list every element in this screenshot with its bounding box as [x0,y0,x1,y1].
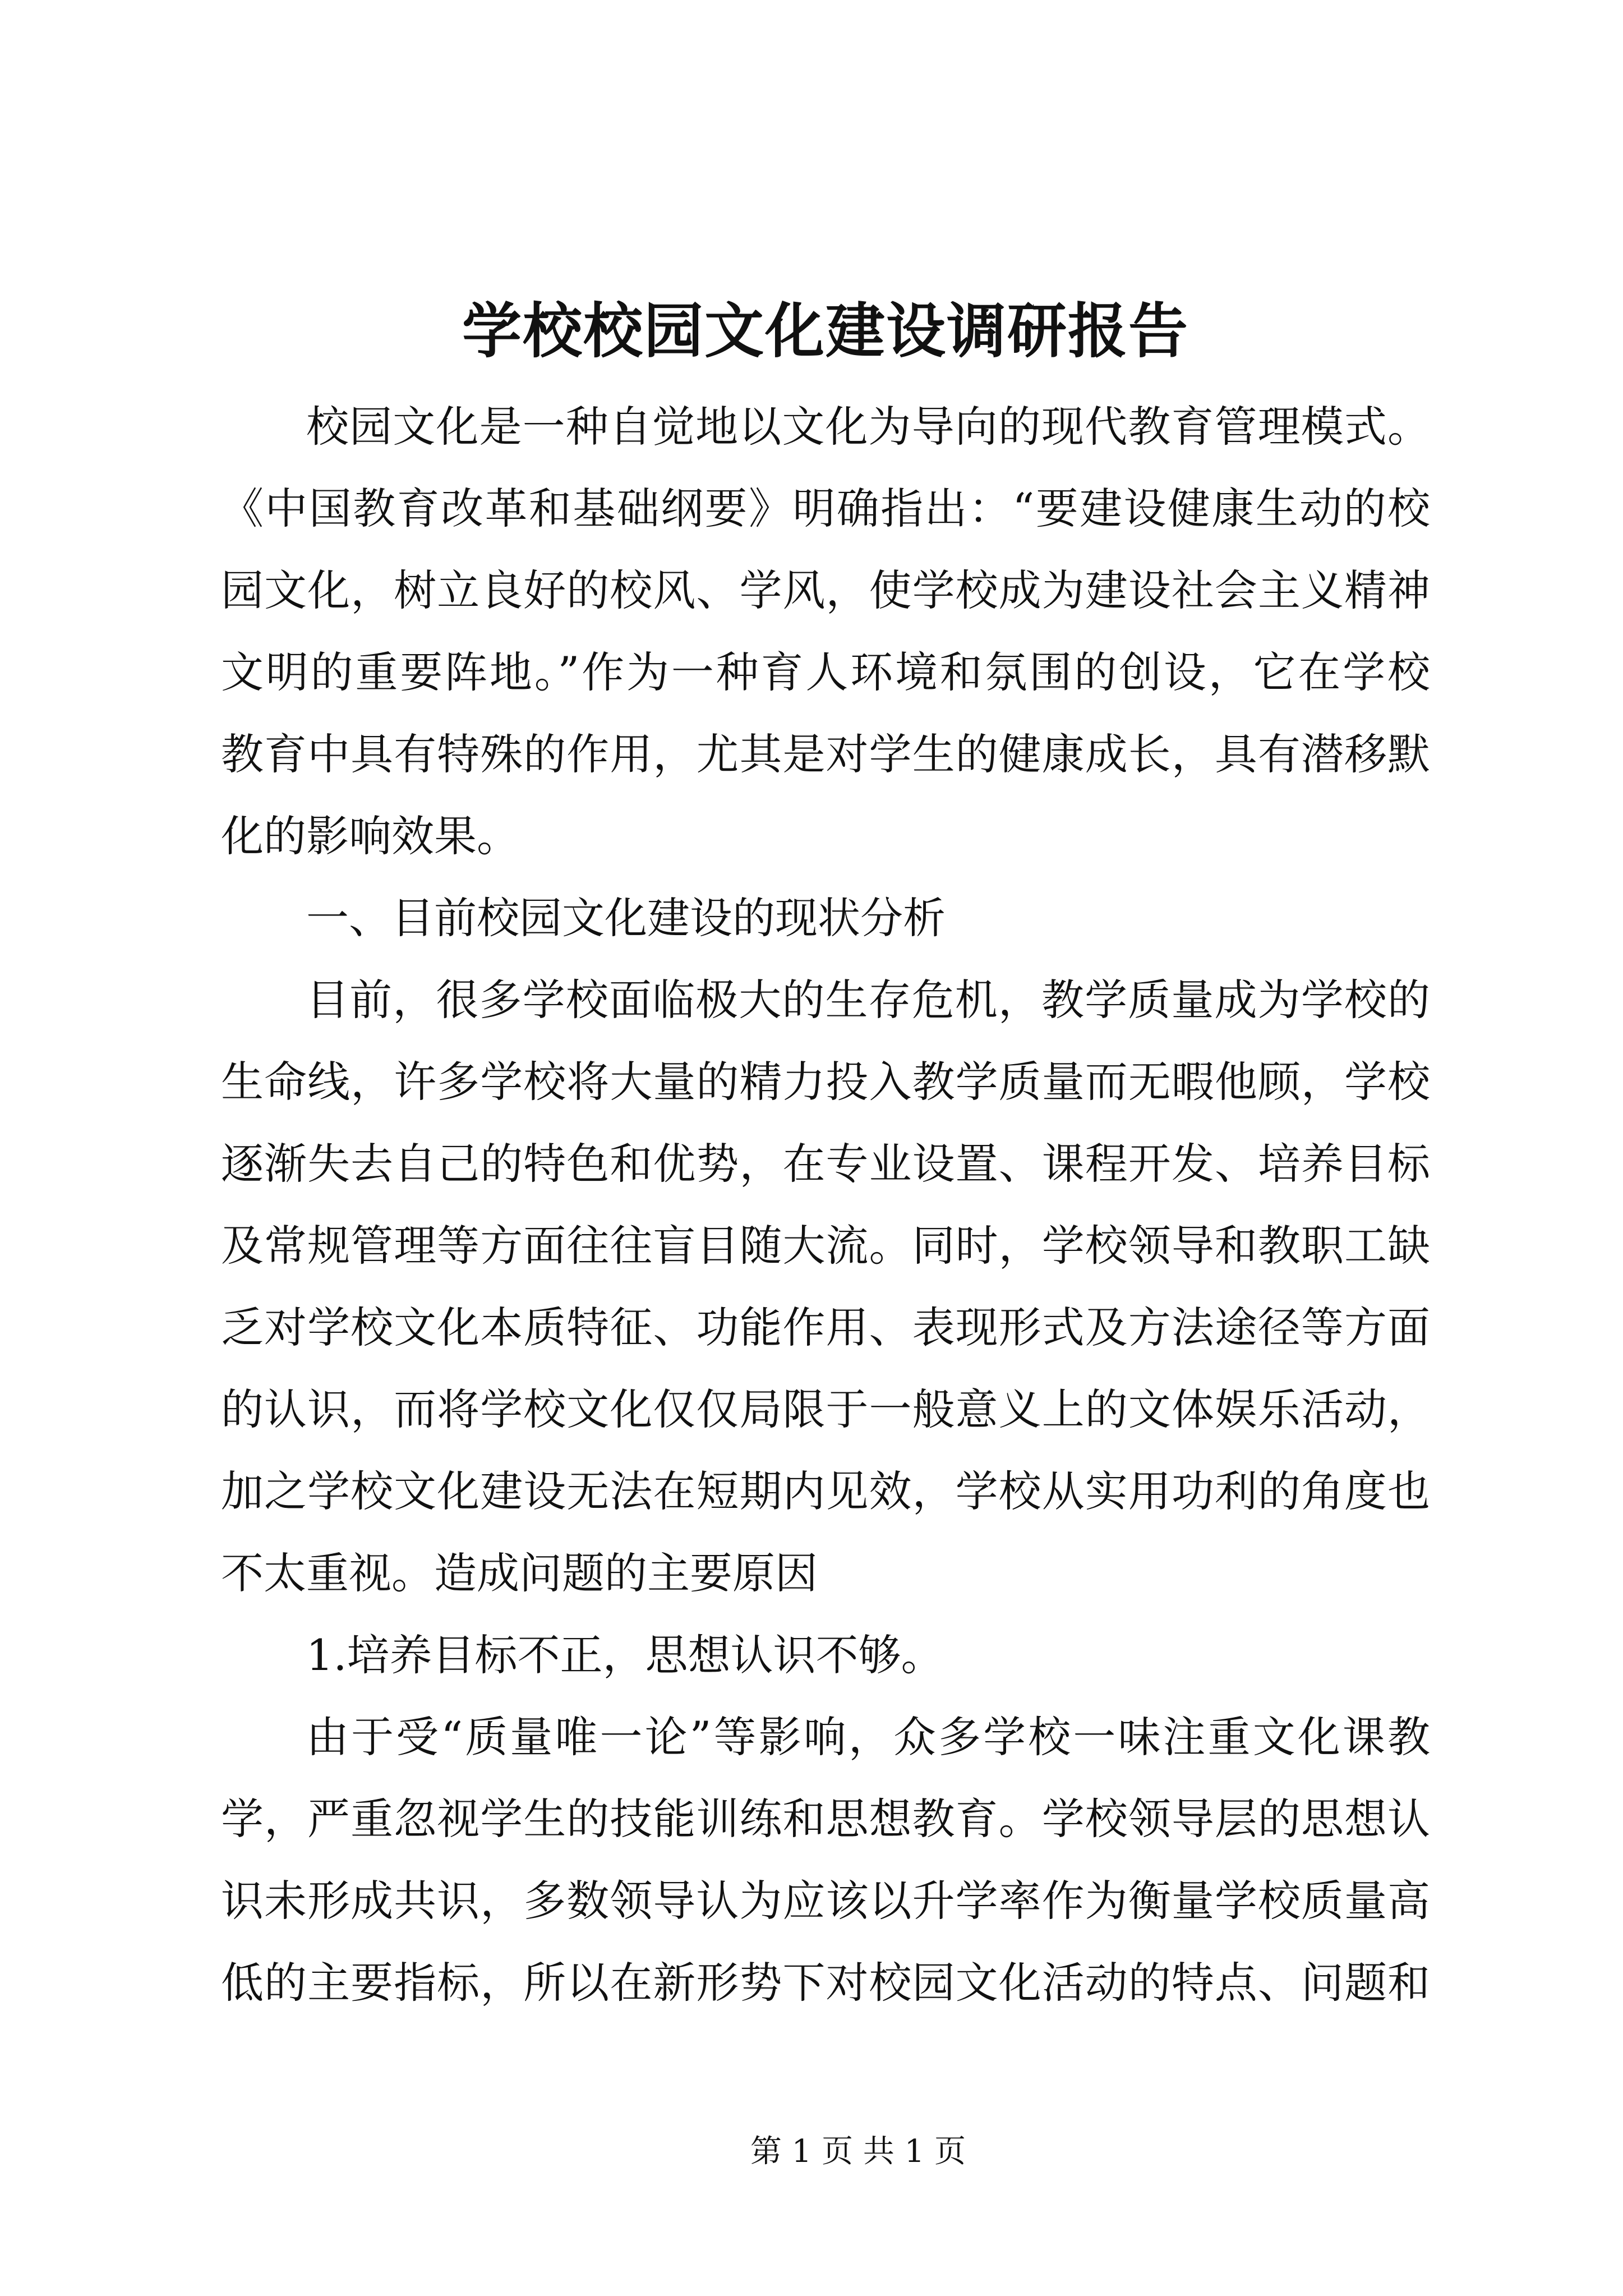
body-text-line: 校园文化是一种自觉地以文化为导向的现代教育管理模式。 [306,402,1430,452]
body-text-line: 教育中具有特殊的作用，尤其是对学生的健康成长，具有潜移默 [221,729,1430,779]
body-text-line: 低的主要指标，所以在新形势下对校园文化活动的特点、问题和 [221,1958,1430,2008]
body-text-line: 《中国教育改革和基础纲要》明确指出：“要建设健康生动的校 [221,484,1430,533]
subsection-heading-text: 1.培养目标不正，思想认识不够。 [306,1630,944,1680]
document-body [221,386,1430,2024]
body-text-line: 生命线，许多学校将大量的精力投入教学质量而无暇他顾，学校 [221,1057,1430,1107]
subsection-heading [221,1614,1430,1696]
body-text-line: 及常规管理等方面往往盲目随大流。同时，学校领导和教职工缺 [221,1221,1430,1271]
body-text-line: 文明的重要阵地。”作为一种育人环境和氛围的创设，它在学校 [221,647,1430,697]
section-heading [221,877,1430,959]
body-text-line: 由于受“质量唯一论”等影响，众多学校一味注重文化课教 [306,1712,1430,1762]
body-text-line: 学，严重忽视学生的技能训练和思想教育。学校领导层的思想认 [221,1794,1430,1844]
body-text-line: 识未形成共识，多数领导认为应该以升学率作为衡量学校质量高 [221,1876,1430,1926]
body-text-line: 的认识，而将学校文化仅仅局限于一般意义上的文体娱乐活动， [221,1384,1430,1434]
body-text-line: 化的影响效果。 [221,811,519,861]
page-footer: 第 1 页 共 1 页 [750,2133,966,2170]
section-heading-text: 一、目前校园文化建设的现状分析 [306,893,946,943]
paragraph-intro [221,386,1430,877]
body-text-line: 园文化，树立良好的校风、学风，使学校成为建设社会主义精神 [221,565,1430,615]
paragraph-status-analysis [221,959,1430,1614]
body-text-line: 逐渐失去自己的特色和优势，在专业设置、课程开发、培养目标 [221,1139,1430,1189]
body-text-line: 加之学校文化建设无法在短期内见效，学校从实用功利的角度也 [221,1466,1430,1516]
body-text-line: 不太重视。造成问题的主要原因 [221,1548,818,1598]
document-title: 学校校园文化建设调研报告 [462,296,1189,366]
body-text-line: 目前，很多学校面临极大的生存危机，教学质量成为学校的 [306,975,1430,1025]
paragraph-cause [221,1696,1430,2024]
body-text-line: 乏对学校文化本质特征、功能作用、表现形式及方法途径等方面 [221,1303,1430,1352]
